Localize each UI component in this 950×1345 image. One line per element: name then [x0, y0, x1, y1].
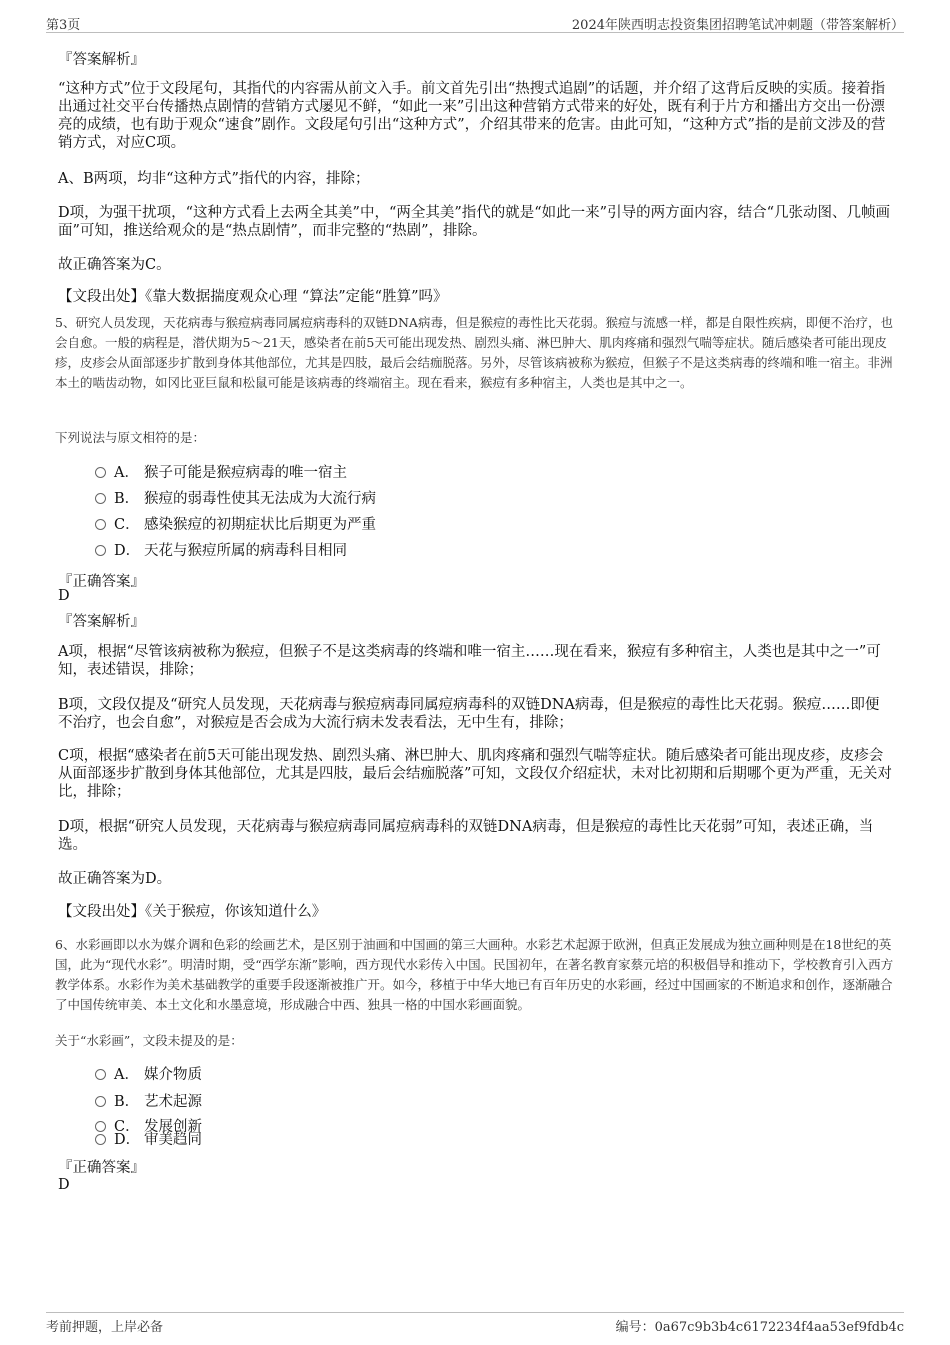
q5-passage: 5、研究人员发现，天花病毒与猴痘病毒同属痘病毒科的双链DNA病毒，但是猴痘的毒性比天花弱。猴痘与流感一样，都是自限性疾病，即便不治疗，也会自愈。一般的病程是，潜伏期为5～21天，感染者在前5天可能出现发热、剧烈头痛、淋巴肿大、肌肉疼痛和强烈气喘等症状。随后感染者可能出现皮疹，皮疹会从面部逐步扩散到身体其他部位，尤其是四肢，最后会结痂脱落。另外，尽管该病被称为猴痘，但猴子不是这类病毒的终端和唯一宿主。非洲本土的啮齿动物，如冈比亚巨鼠和松鼠可能是该病毒的终端宿主。现在看来，猴痘有多种宿主，人类也是其中之一。 [55, 315, 893, 390]
option-text: 发展创新 [144, 1119, 202, 1135]
radio-icon[interactable] [95, 1096, 106, 1107]
radio-icon[interactable] [95, 545, 106, 556]
q5-answer: D [58, 588, 70, 604]
document-title: 2024年陕西明志投资集团招聘笔试冲刺题（带答案解析） [571, 18, 904, 33]
q5-analysis-label: 『答案解析』 [58, 614, 145, 630]
q5-source: 【文段出处】《关于猴痘，你该知道什么》 [58, 904, 327, 920]
option-letter: D． [114, 1132, 141, 1148]
option-letter: B． [114, 1094, 140, 1110]
q4-analysis-paragraph-1: “这种方式”位于文段尾句，其指代的内容需从前文入手。前文首先引出“热搜式追剧”的话题，并介绍了这背后反映的实质。接着指出通过社交平台传播热点剧情的营销方式屡见不鲜，“如此一来”引出这种营销方式带来的好处，既有利于片方和播出方交出一份漂亮的成绩，也有助于观众“速食”剧作。文段尾句引出“这种方式”，介绍其带来的危害。由此可知，“这种方式”指的是前文涉及的营销方式，对应C项。 [58, 81, 886, 151]
radio-icon[interactable] [95, 467, 106, 478]
q6-option-a[interactable] [95, 1065, 202, 1085]
option-letter: A． [114, 1067, 139, 1083]
q4-analysis-paragraph-3: D项，为强干扰项，“这种方式看上去两全其美”中，“两全其美”指代的就是“如此一来”引导的两方面内容，结合“几张动图、几帧画面”可知，推送给观众的是“热点剧情”，而非完整的“热剧”，排除。 [58, 205, 891, 239]
q5-stem: 下列说法与原文相符的是： [55, 430, 206, 445]
q6-stem: 关于“水彩画”，文段未提及的是： [55, 1033, 243, 1048]
q5-answer-label: 『正确答案』 [58, 574, 145, 590]
option-letter: B． [114, 491, 140, 507]
option-letter: C． [114, 517, 140, 533]
radio-icon[interactable] [95, 1069, 106, 1080]
q5-option-d[interactable] [95, 541, 347, 561]
q4-analysis-paragraph-2: A、B两项，均非“这种方式”指代的内容，排除； [58, 171, 370, 187]
q6-passage: 6、水彩画即以水为媒介调和色彩的绘画艺术，是区别于油画和中国画的第三大画种。水彩艺术起源于欧洲，但真正发展成为独立画种则是在18世纪的英国，此为“现代水彩”。明清时期，受“西学东渐”影响，西方现代水彩传入中国。民国初年，在著名教育家蔡元培的积极倡导和推动下，学校教育引入西方教学体系。水彩作为美术基础教学的重要手段逐渐被推广开。如今，移植于中华大地已有百年历史的水彩画，经过中国画家的不断追求和创作，逐渐融合了中国传统审美、本土文化和水墨意境，形成融合中西、独具一格的中国水彩画面貌。 [55, 937, 894, 1012]
q6-answer-label: 『正确答案』 [58, 1160, 145, 1176]
q5-final-answer: 故正确答案为D。 [58, 871, 172, 887]
option-text: 猴痘的弱毒性使其无法成为大流行病 [144, 491, 376, 507]
q4-analysis-label: 『答案解析』 [58, 52, 145, 68]
page-number: 第3页 [46, 18, 81, 33]
q4-final-answer: 故正确答案为C。 [58, 257, 171, 273]
document-id: 编号：0a67c9b3b4c6172234f4aa53ef9fdb4c [615, 1320, 904, 1335]
page-footer [46, 1312, 904, 1335]
q6-answer: D [58, 1177, 70, 1193]
option-text: 天花与猴痘所属的病毒科目相同 [144, 543, 347, 559]
q5-analysis-c: C项，根据“感染者在前5天可能出现发热、剧烈头痛、淋巴肿大、肌肉疼痛和强烈气喘等症状。随后感染者可能出现皮疹，皮疹会从面部逐步扩散到身体其他部位，尤其是四肢，最后会结痂脱落”可知，文段仅介绍症状，未对比初期和后期哪个更为严重，无关对比，排除； [58, 748, 892, 800]
radio-icon[interactable] [95, 1134, 106, 1145]
page-header [46, 14, 904, 33]
q6-option-b[interactable] [95, 1092, 202, 1112]
option-letter: C． [114, 1119, 140, 1135]
option-text: 感染猴痘的初期症状比后期更为严重 [144, 517, 376, 533]
option-text: 审美趋同 [144, 1132, 202, 1148]
q5-analysis-b: B项，文段仅提及“研究人员发现，天花病毒与猴痘病毒同属痘病毒科的双链DNA病毒，但是猴痘的毒性比天花弱。猴痘……即便不治疗，也会自愈”，对猴痘是否会成为大流行病未发表看法，无中生有，排除； [58, 697, 880, 731]
q4-source: 【文段出处】《靠大数据揣度观众心理 “算法”定能“胜算”吗》 [58, 289, 448, 305]
q5-option-a[interactable] [95, 463, 347, 483]
option-letter: D． [114, 543, 141, 559]
footer-slogan: 考前押题，上岸必备 [46, 1320, 164, 1335]
option-text: 媒介物质 [144, 1067, 202, 1083]
q6-option-d[interactable] [95, 1130, 202, 1150]
option-text: 艺术起源 [144, 1094, 202, 1110]
radio-icon[interactable] [95, 493, 106, 504]
q5-option-b[interactable] [95, 489, 376, 509]
q5-analysis-d: D项，根据“研究人员发现，天花病毒与猴痘病毒同属痘病毒科的双链DNA病毒，但是猴痘的毒性比天花弱”可知，表述正确，当选。 [58, 819, 874, 853]
q5-analysis-a: A项，根据“尽管该病被称为猴痘，但猴子不是这类病毒的终端和唯一宿主……现在看来，猴痘有多种宿主，人类也是其中之一”可知，表述错误，排除； [58, 644, 881, 678]
q5-option-c[interactable] [95, 515, 376, 535]
option-text: 猴子可能是猴痘病毒的唯一宿主 [144, 465, 347, 481]
radio-icon[interactable] [95, 519, 106, 530]
option-letter: A． [114, 465, 139, 481]
